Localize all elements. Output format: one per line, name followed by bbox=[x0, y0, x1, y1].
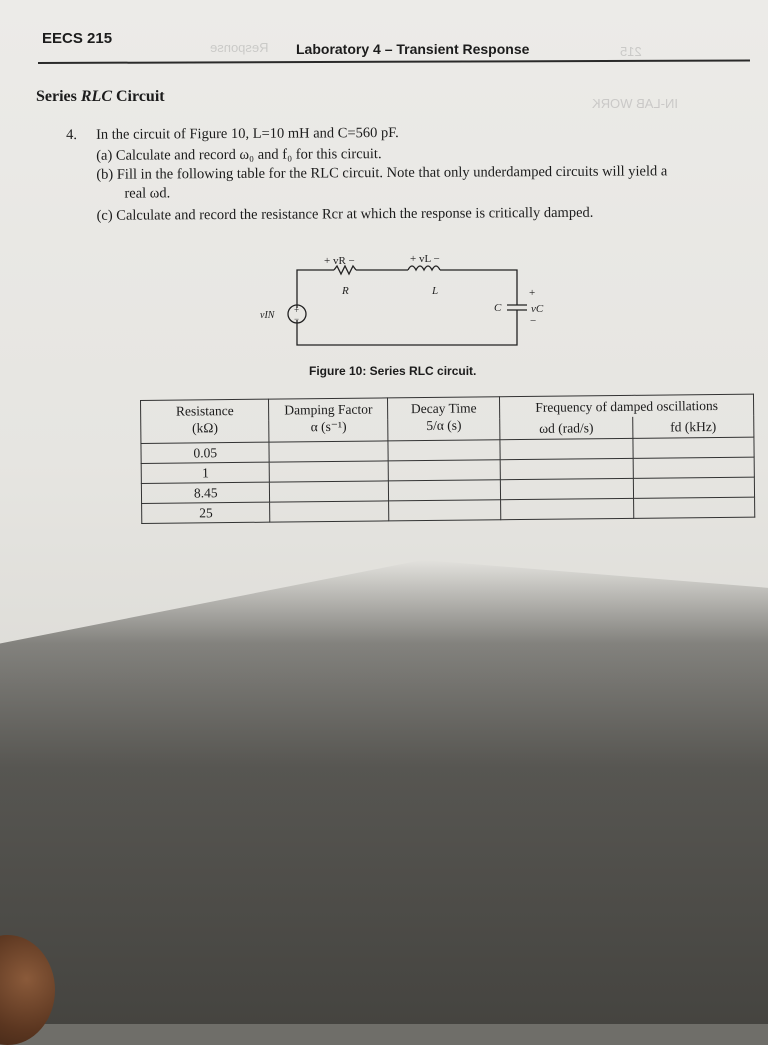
cell-decay[interactable] bbox=[388, 460, 500, 481]
problem-stem: In the circuit of Figure 10, L=10 mH and C=560 pF. bbox=[96, 124, 399, 143]
cell-omega-d[interactable] bbox=[500, 458, 633, 479]
vc-label: vC bbox=[531, 303, 544, 315]
header-freq-group: Frequency of damped oscillations bbox=[500, 394, 754, 418]
inductor-symbol bbox=[408, 266, 440, 270]
wire-top-left bbox=[297, 270, 334, 308]
vin-label: vIN bbox=[260, 310, 275, 321]
header-decay-unit: 5/α (s) bbox=[426, 417, 462, 434]
wire-bottom bbox=[297, 310, 517, 345]
cell-damping[interactable] bbox=[270, 481, 389, 502]
cell-omega-d[interactable] bbox=[500, 478, 633, 499]
c-label: C bbox=[494, 302, 502, 314]
cell-resistance: 8.45 bbox=[141, 482, 270, 503]
bleed-through-text: Response bbox=[210, 40, 269, 55]
bleed-through-text: 215 bbox=[620, 44, 642, 59]
vl-label: + vL − bbox=[410, 253, 440, 265]
cell-f-d[interactable] bbox=[633, 437, 754, 458]
source-minus: − bbox=[294, 314, 300, 324]
header-damping bbox=[269, 398, 388, 442]
results-table bbox=[140, 394, 755, 524]
course-code: EECS 215 bbox=[42, 30, 113, 47]
part-b: (b) Fill in the following table for the RLC circuit. Note that only underdamped circuits will yield a bbox=[96, 163, 668, 183]
header-f-d: fd (kHz) bbox=[633, 416, 754, 439]
lab-title: Laboratory 4 – Transient Response bbox=[296, 41, 530, 57]
part-b-cont: real ωd. bbox=[124, 185, 171, 202]
header-resistance bbox=[141, 399, 270, 443]
cell-f-d[interactable] bbox=[633, 457, 754, 478]
header-resistance-label: Resistance bbox=[175, 403, 234, 419]
results-table-wrapper bbox=[140, 394, 756, 550]
l-label: L bbox=[432, 285, 439, 297]
source-plus: + bbox=[294, 305, 300, 315]
section-title-prefix: Series bbox=[36, 88, 81, 105]
vc-plus: + bbox=[529, 287, 536, 299]
vc-minus: − bbox=[530, 315, 537, 327]
problem-number: 4. bbox=[66, 126, 77, 143]
cell-resistance: 25 bbox=[142, 502, 271, 523]
cell-resistance: 0.05 bbox=[141, 442, 270, 463]
cell-damping[interactable] bbox=[270, 461, 389, 482]
part-c: (c) Calculate and record the resistance Rcr at which the response is critically damped. bbox=[96, 204, 594, 224]
cell-f-d[interactable] bbox=[633, 497, 754, 518]
header-damping-unit: α (s⁻¹) bbox=[310, 418, 347, 435]
resistor-symbol bbox=[334, 266, 356, 274]
section-title-suffix: Circuit bbox=[112, 88, 165, 105]
r-label: R bbox=[342, 285, 349, 297]
figure-caption: Figure 10: Series RLC circuit. bbox=[309, 364, 477, 378]
wire-top-right bbox=[440, 270, 517, 305]
cell-omega-d[interactable] bbox=[501, 498, 634, 519]
cell-damping[interactable] bbox=[269, 441, 388, 462]
rlc-circuit-diagram bbox=[252, 250, 552, 360]
cell-f-d[interactable] bbox=[633, 477, 754, 498]
cell-omega-d[interactable] bbox=[500, 438, 633, 459]
part-a: (a) Calculate and record ω₀ and f₀ for this circuit. bbox=[96, 146, 382, 164]
header-damping-label: Damping Factor bbox=[284, 401, 373, 418]
header-resistance-unit: (kΩ) bbox=[192, 420, 218, 436]
bleed-through-text: IN-LAB WORK bbox=[592, 96, 678, 111]
cell-decay[interactable] bbox=[388, 440, 500, 461]
cell-damping[interactable] bbox=[270, 501, 389, 522]
header-decay-label: Decay Time bbox=[410, 400, 477, 417]
cell-decay[interactable] bbox=[389, 500, 501, 521]
section-title bbox=[36, 88, 165, 106]
capacitor-symbol bbox=[507, 305, 527, 310]
header-decay bbox=[388, 397, 500, 441]
vr-label: + vR − bbox=[324, 255, 355, 267]
photo-shadow bbox=[0, 560, 768, 1024]
cell-resistance: 1 bbox=[141, 462, 270, 483]
header-omega-d: ωd (rad/s) bbox=[500, 417, 633, 440]
section-title-italic: RLC bbox=[80, 88, 112, 105]
cell-decay[interactable] bbox=[388, 480, 500, 501]
